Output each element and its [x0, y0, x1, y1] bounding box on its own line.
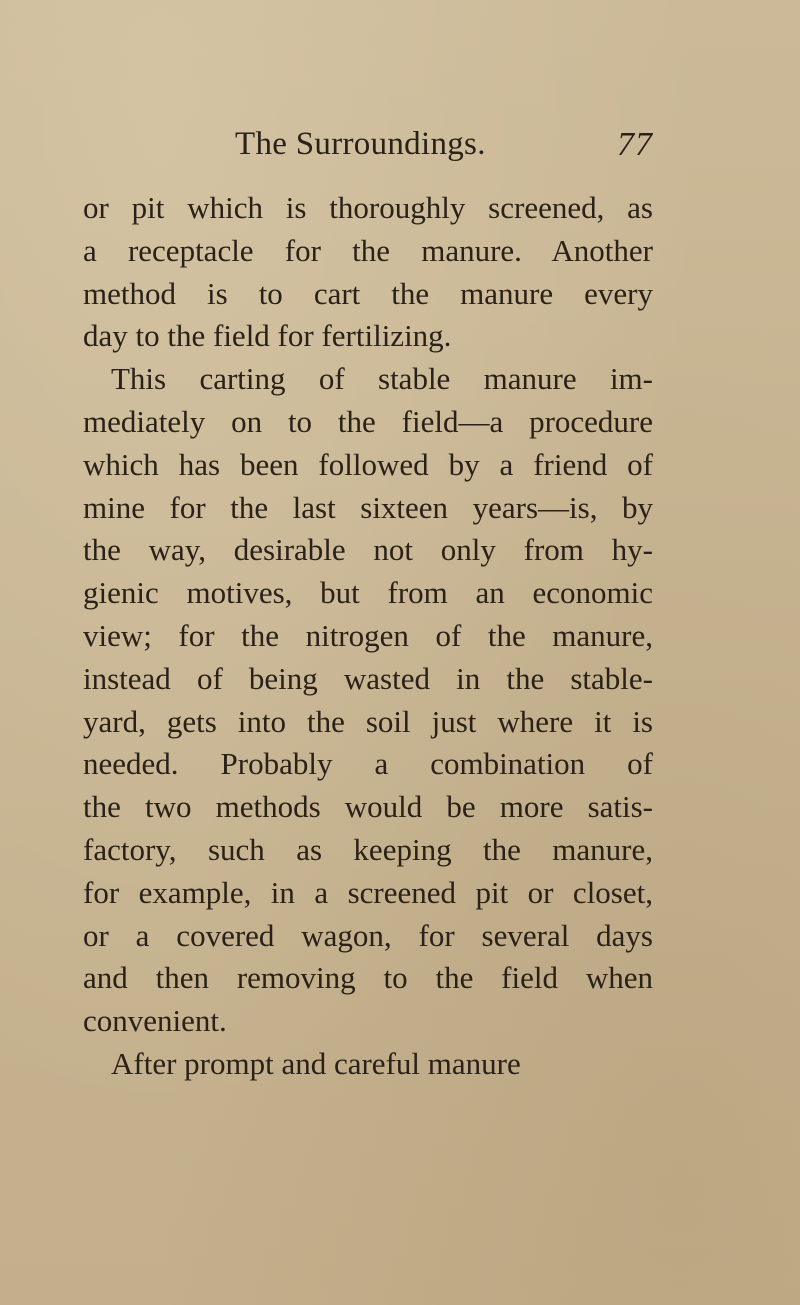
page-number: 77 — [617, 126, 653, 163]
text-line: view; for the nitrogen of the manure, — [83, 617, 653, 653]
text-line: This carting of stable manure im- — [111, 361, 653, 397]
text-line: the way, desirable not only from hy- — [83, 532, 653, 568]
text-line: or pit which is thoroughly screened, as — [83, 190, 653, 225]
text-line: or a covered wagon, for several days — [83, 917, 653, 953]
text-line: a receptacle for the manure. Another — [83, 232, 653, 268]
text-line: instead of being wasted in the stable- — [83, 660, 653, 696]
text-line: gienic motives, but from an economic — [83, 575, 653, 611]
text-line: the two methods would be more satis- — [83, 789, 653, 825]
text-line: factory, such as keeping the manure, — [83, 831, 653, 867]
text-line: needed. Probably a combination of — [83, 746, 653, 782]
text-line: which has been followed by a friend of — [83, 446, 653, 482]
running-head — [83, 126, 653, 172]
body-text — [83, 187, 653, 1086]
text-line: day to the field for fertilizing. — [83, 318, 452, 354]
text-line: yard, gets into the soil just where it is — [83, 703, 653, 739]
text-line: method is to cart the manure every — [83, 275, 653, 311]
text-line: mediately on to the field—a procedure — [83, 403, 653, 439]
text-line: and then removing to the field when — [83, 960, 653, 996]
text-line: mine for the last sixteen years—is, by — [83, 489, 653, 525]
text-line: convenient. — [83, 1003, 227, 1039]
chapter-title: The Surroundings. — [235, 126, 486, 162]
text-line: for example, in a screened pit or closet, — [83, 874, 653, 910]
text-line: After prompt and careful manure — [111, 1045, 521, 1081]
